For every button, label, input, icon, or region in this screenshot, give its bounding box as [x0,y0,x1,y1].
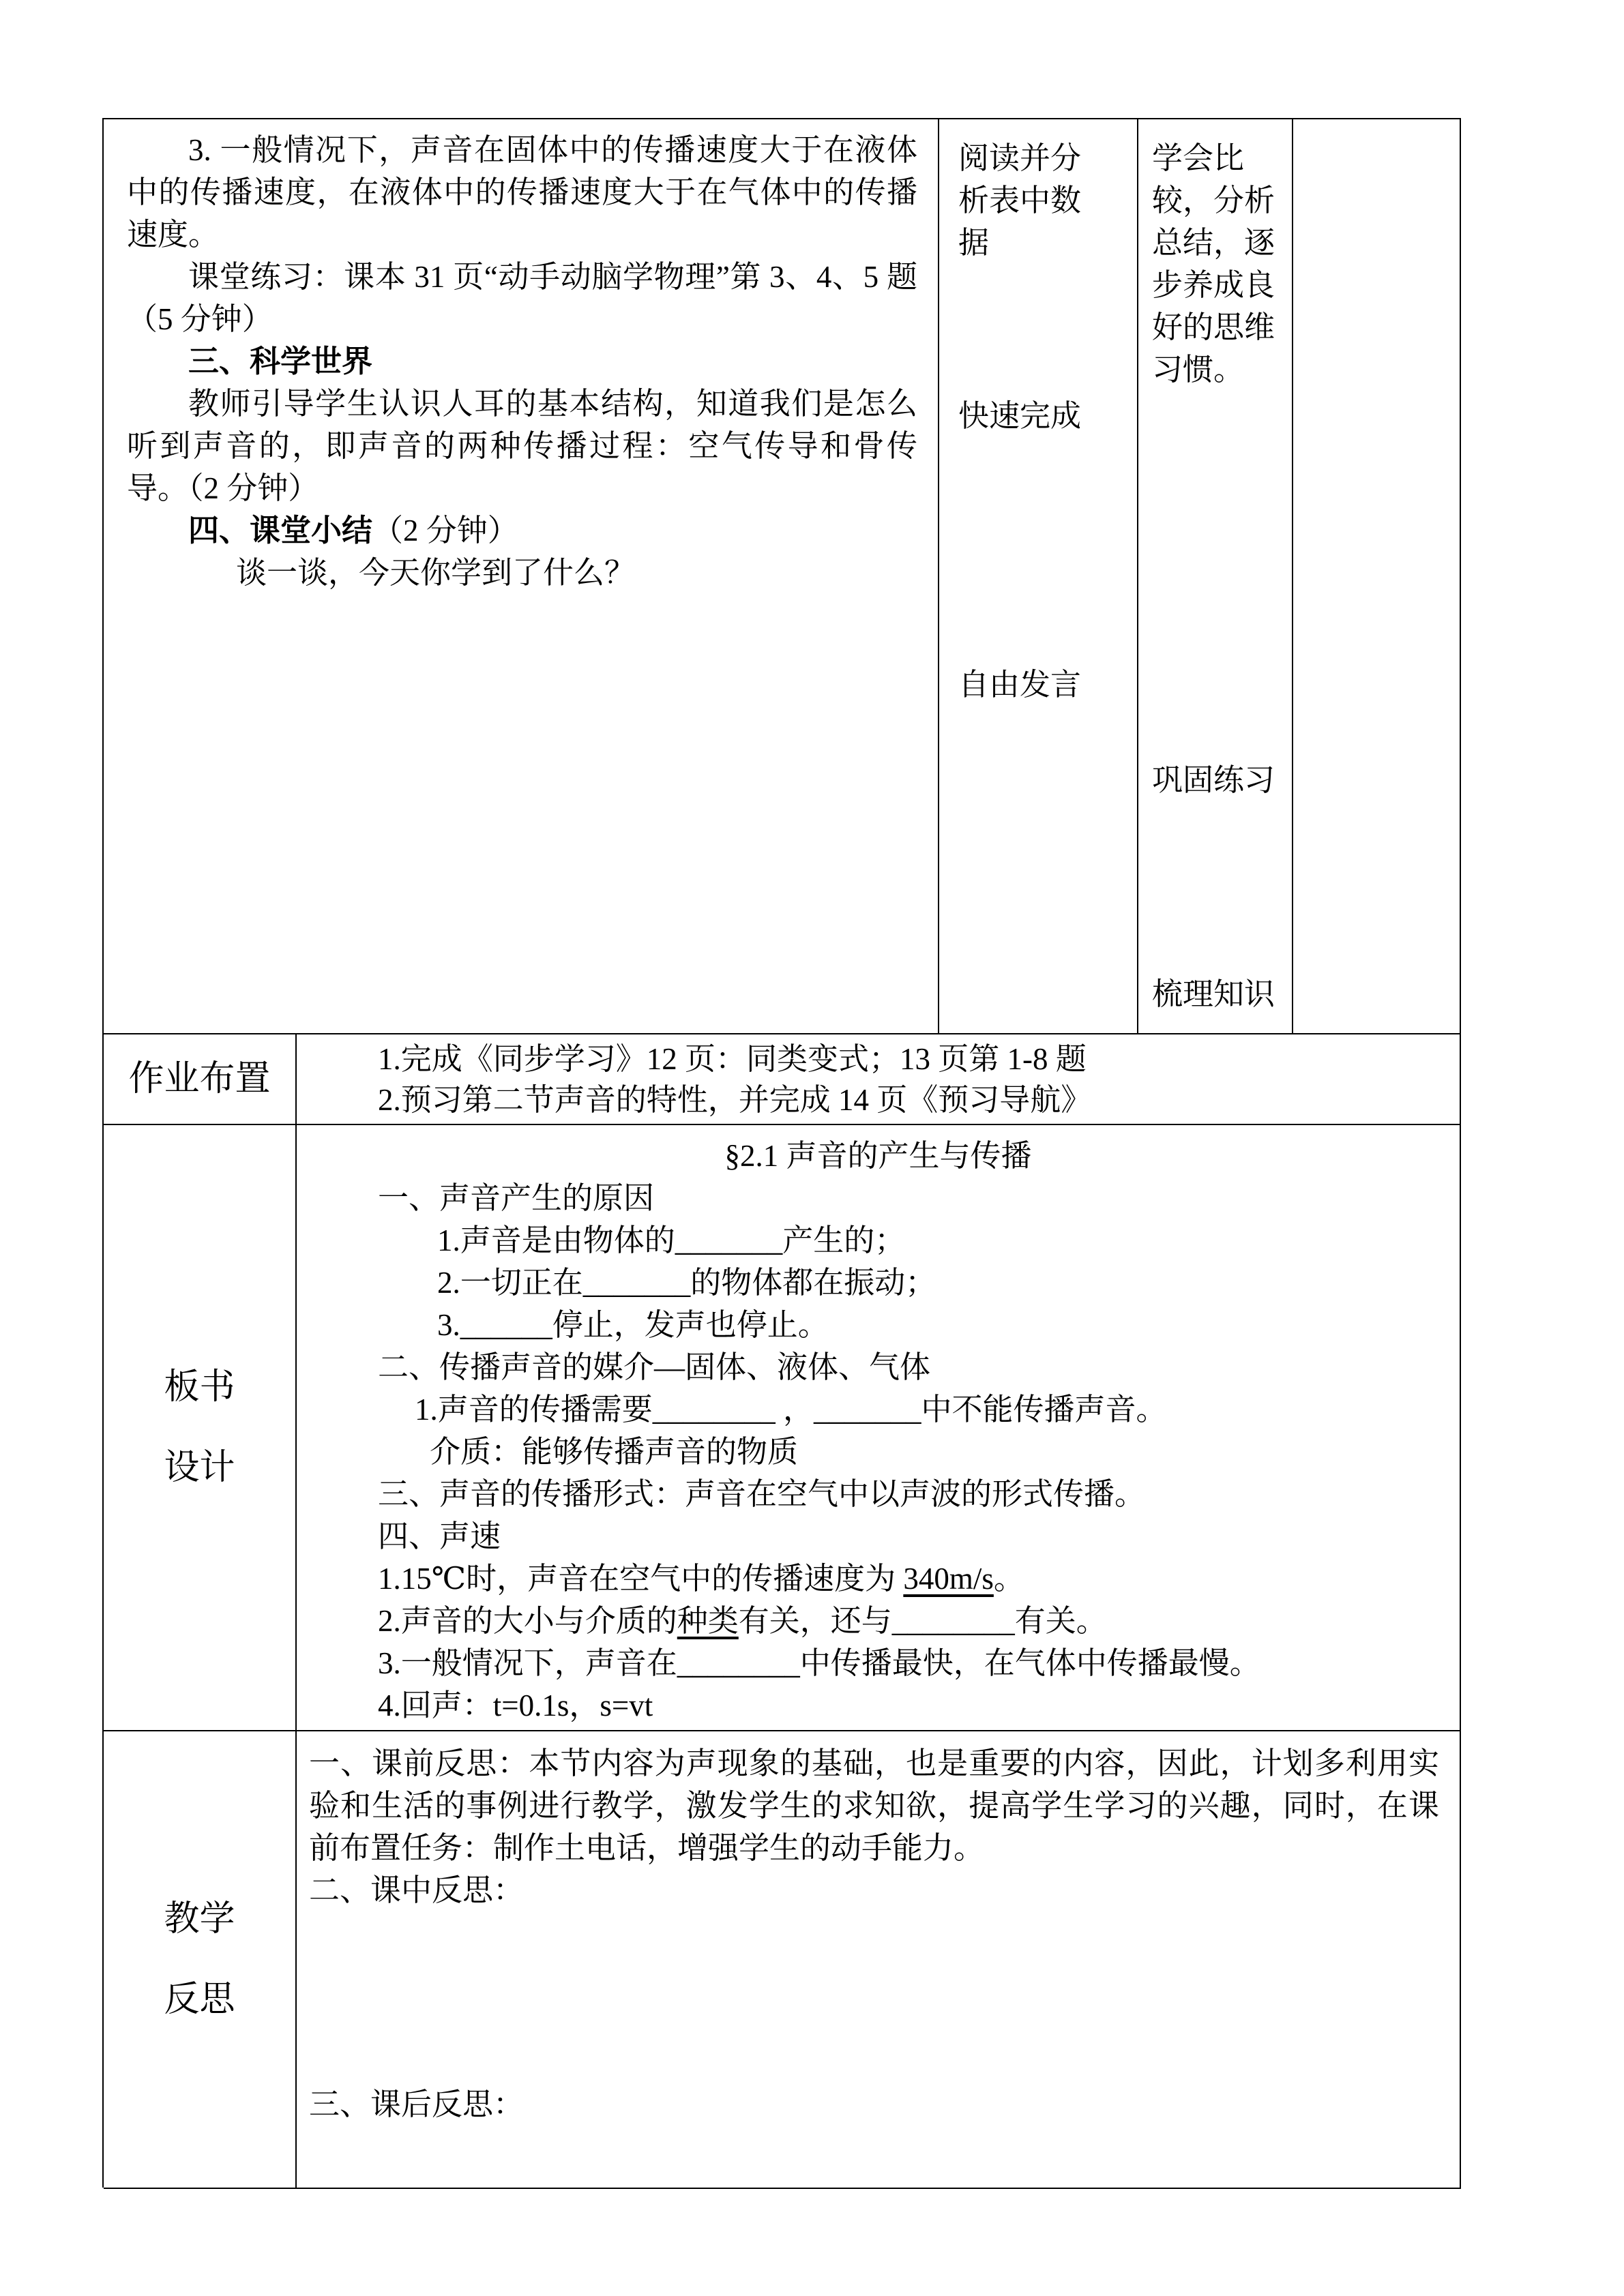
process-paragraph-ear-structure: 教师引导学生认识人耳的基本结构，知道我们是怎么听到声音的，即声音的两种传播过程：空气传导和骨传导。（2 分钟） [127,387,917,505]
homework-label-cell [104,1034,297,1125]
lesson-plan-table [102,118,1461,2188]
homework-label: 作业布置 [128,1059,271,1099]
homework-content-cell [297,1034,1461,1125]
reflection-label-cell [104,1731,297,2189]
board-design-label-line2: 设计 [164,1448,235,1487]
process-paragraph-discussion: 谈一谈，今天你学到了什么？ [236,556,636,590]
empty-cell [1293,119,1461,1034]
board-title: §2.1 声音的产生与传播 [724,1139,1032,1173]
section-heading-class-summary [127,509,917,552]
speed-factors-text: 2.声音的大小与介质的 [378,1604,677,1638]
homework-item: 1.完成《同步学习》12 页：同类变式；13 页第 1-8 题 [378,1041,1087,1076]
board-design-content-cell [297,1125,1461,1731]
student-activity-read-data: 阅读并分析表中数据 [958,141,1082,260]
reflection-content-cell [297,1731,1461,2189]
board-line-echo: 4.回声：t=0.1s，s=vt [378,1688,653,1723]
board-design-label-line1: 板书 [164,1367,235,1407]
design-intent-organize-knowledge: 梳理知识 [1152,977,1275,1011]
board-line-cause-heading: 一、声音产生的原因 [378,1181,655,1215]
design-intent-cell [1138,119,1293,1034]
board-line-medium-heading: 二、传播声音的媒介—固体、液体、气体 [378,1350,931,1384]
speed-value-underlined: 340m/s [903,1562,994,1596]
board-line-speed-heading: 四、声速 [378,1519,501,1553]
speed-value-text: 1.15℃时，声音在空气中的传播速度为 [378,1562,904,1596]
speed-value-period: 。 [993,1562,1024,1596]
design-intent-consolidate: 巩固练习 [1152,763,1275,797]
speed-factors-rest: 有关，还与________有关。 [738,1604,1107,1638]
reflection-in-class: 二、课中反思： [309,1873,525,1907]
class-summary-heading-time: （2 分钟） [372,513,518,548]
process-paragraph-speed-rule: 3. 一般情况下，声音在固体中的传播速度大于在液体中的传播速度，在液体中的传播速度大于在气体中的传播速度。 [127,133,917,252]
speed-factors-underlined: 种类 [677,1604,739,1638]
board-line-wave-form: 三、声音的传播形式：声音在空气中以声波的形式传播。 [378,1477,1146,1511]
student-activity-free-speech: 自由发言 [958,668,1082,702]
reflection-label-line2: 反思 [164,1980,235,2019]
board-line-medium-blank: 1.声音的传播需要________ ，_______中不能传播声音。 [415,1392,1167,1427]
board-line-speed-value [378,1557,1460,1600]
board-line-speed-compare: 3.一般情况下，声音在________中传播最快，在气体中传播最慢。 [378,1646,1260,1680]
board-design-label-cell [104,1125,297,1731]
board-line-blank-1: 1.声音是由物体的_______产生的； [437,1223,906,1257]
reflection-label-line1: 教学 [164,1899,235,1939]
design-intent-thinking-habit: 学会比较，分析总结，逐步养成良好的思维习惯。 [1152,141,1275,387]
process-paragraph-class-exercise: 课堂练习：课本 31 页“动手动脑学物理”第 3、4、5 题（5 分钟） [127,260,917,336]
homework-item: 2.预习第二节声音的特性，并完成 14 页《预习导航》 [378,1082,1092,1117]
board-line-speed-factors [378,1600,1460,1642]
board-line-medium-definition: 介质：能够传播声音的物质 [430,1435,799,1469]
section-heading-science-world: 三、科学世界 [188,344,373,378]
student-activity-cell [939,119,1138,1034]
reflection-post-class: 三、课后反思： [309,2087,525,2121]
board-line-blank-3: 3.______停止，发声也停止。 [437,1308,829,1342]
student-activity-quick-finish: 快速完成 [958,399,1082,433]
class-summary-heading-bold: 四、课堂小结 [188,513,373,548]
reflection-pre-class: 一、课前反思：本节内容为声现象的基础，也是重要的内容，因此，计划多利用实验和生活的事例进行教学，激发学生的求知欲，提高学生学习的兴趣，同时，在课前布置任务：制作土电话，增强学生的动手能力。 [309,1746,1439,1865]
board-line-blank-2: 2.一切正在_______的物体都在振动； [437,1266,936,1300]
teaching-process-cell [104,119,939,1034]
